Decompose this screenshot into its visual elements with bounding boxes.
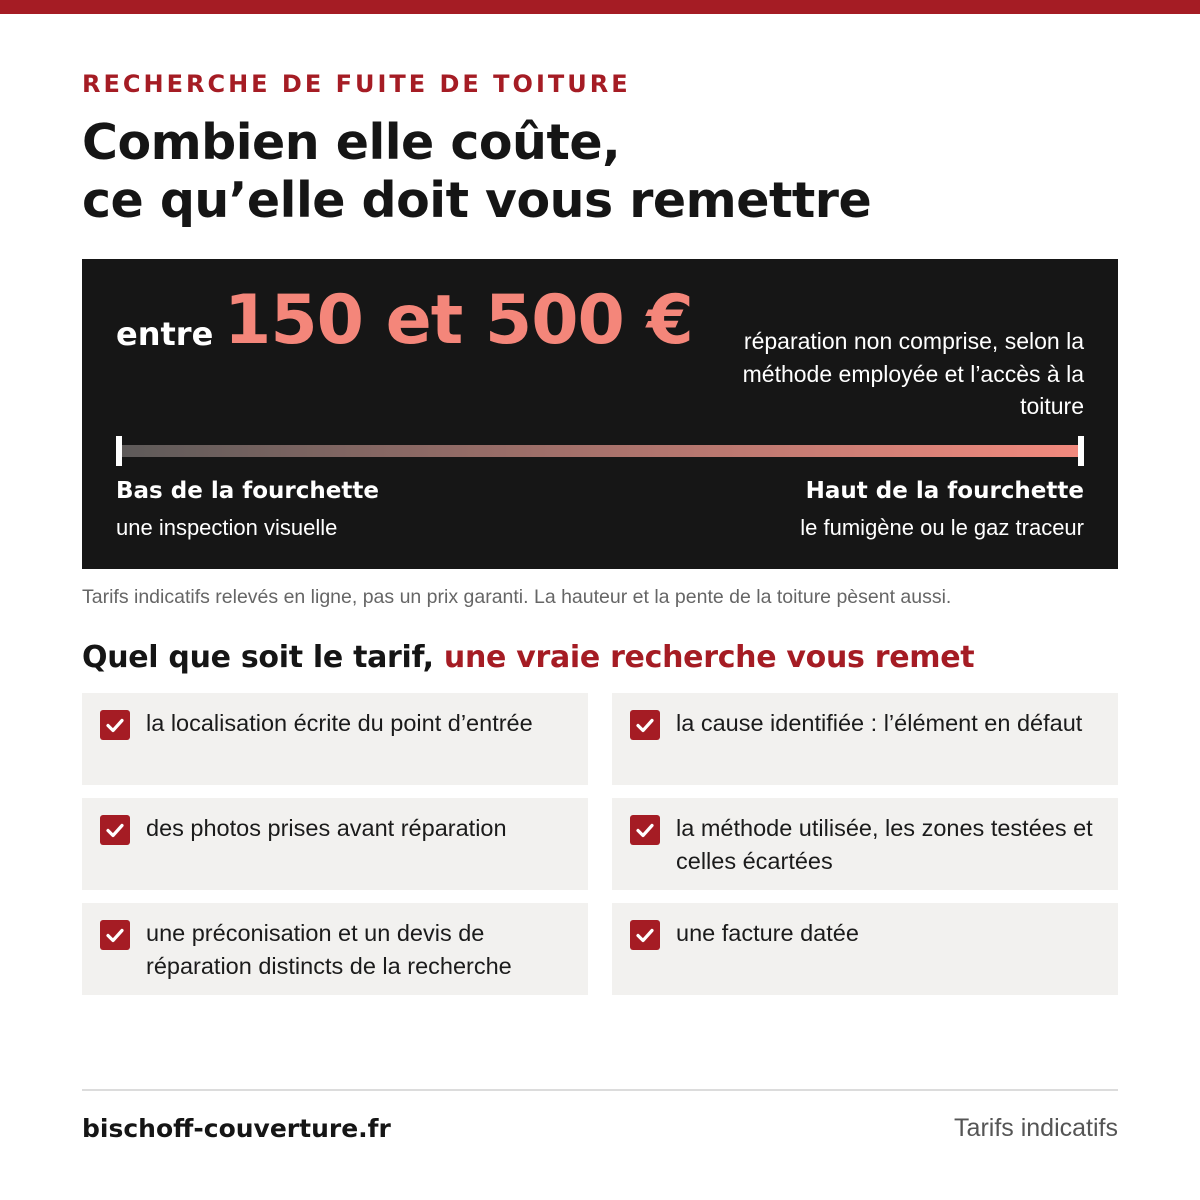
price-note: réparation non comprise, selon la méthode employée et l’accès à la toiture: [742, 328, 1084, 419]
checklist-item-text: des photos prises avant réparation: [146, 815, 507, 841]
checkmark-icon: [630, 710, 660, 740]
title-line-1: Combien elle coûte,: [82, 114, 621, 171]
price-range: 150 et 500 €: [224, 281, 693, 360]
top-accent-bar: [0, 0, 1200, 14]
checkmark-icon: [100, 920, 130, 950]
checklist-title-accent: une vraie recherche vous remet: [443, 640, 975, 675]
checklist-item-text: la méthode utilisée, les zones testées et celles écartées: [676, 815, 1093, 874]
range-gradient-track: [116, 445, 1084, 457]
checklist-item: [612, 903, 1118, 995]
price-card: [82, 259, 1118, 569]
price-lead: entre: [116, 315, 214, 353]
range-tick-high: [1078, 436, 1084, 466]
checklist-item: [82, 798, 588, 890]
checkmark-icon: [100, 815, 130, 845]
checklist-item-text: la cause identifiée : l’élément en défaut: [676, 710, 1083, 736]
checklist-item-text: une préconisation et un devis de réparation distincts de la recherche: [146, 920, 512, 979]
checklist-item-text: la localisation écrite du point d’entrée: [146, 710, 533, 736]
footer-divider: [82, 1089, 1118, 1091]
checklist-title: [82, 640, 974, 675]
checkmark-icon: [100, 710, 130, 740]
checklist-item-text: une facture datée: [676, 920, 859, 946]
checklist-title-plain: Quel que soit le tarif,: [82, 640, 444, 675]
checkmark-icon: [630, 815, 660, 845]
checklist-item: [612, 798, 1118, 890]
page-title: [82, 114, 1122, 230]
high-end-label: Haut de la fourchette: [805, 478, 1084, 504]
title-line-2: ce qu’elle doit vous remettre: [82, 172, 872, 229]
footer-site-link[interactable]: bischoff-couverture.fr: [82, 1114, 391, 1143]
disclaimer: Tarifs indicatifs relevés en ligne, pas un prix garanti. La hauteur et la pente de la toiture pèsent aussi.: [82, 586, 952, 608]
price-range-bar: [116, 436, 1084, 466]
checkmark-icon: [630, 920, 660, 950]
checklist-item: [82, 693, 588, 785]
low-end-desc: une inspection visuelle: [116, 515, 338, 540]
range-tick-low: [116, 436, 122, 466]
checklist-item: [612, 693, 1118, 785]
high-end-desc: le fumigène ou le gaz traceur: [800, 515, 1084, 540]
low-end-label: Bas de la fourchette: [116, 478, 379, 504]
footer-note: Tarifs indicatifs: [954, 1114, 1118, 1142]
eyebrow-label: RECHERCHE DE FUITE DE TOITURE: [82, 70, 631, 98]
checklist-item: [82, 903, 588, 995]
